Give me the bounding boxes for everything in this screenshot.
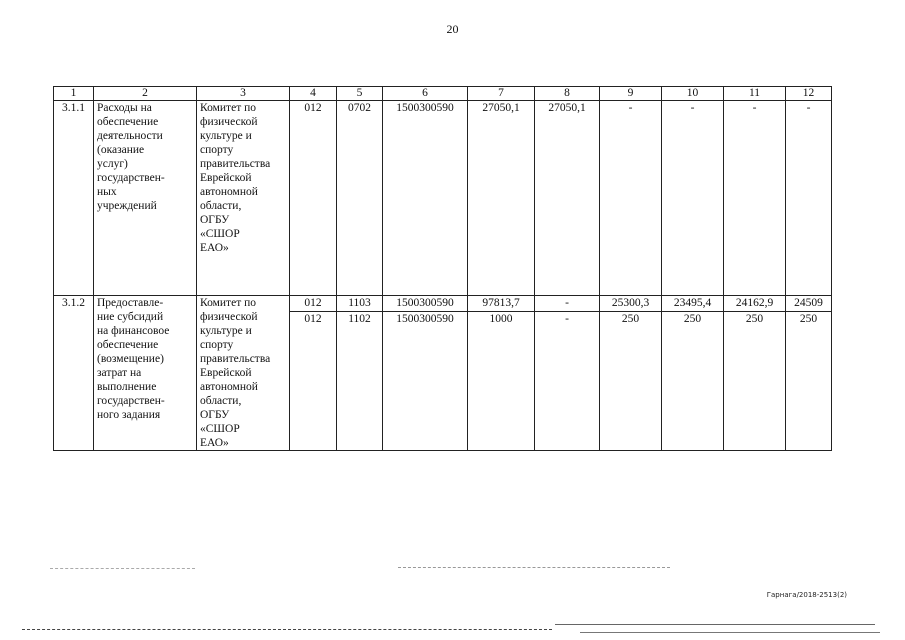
target-code: 1500300590 — [383, 101, 468, 296]
amount-year: - — [786, 101, 832, 296]
amount-year: - — [535, 312, 600, 451]
amount-year: 250 — [724, 312, 786, 451]
activity-name: Предоставле- ние субсидий на финансовое обеспечение (возмещение) затрат на выполнение государствен- ного задания — [94, 296, 197, 451]
header-cell: 8 — [535, 87, 600, 101]
scan-artifact — [22, 629, 552, 630]
amount-year: 25300,3 — [600, 296, 662, 312]
header-cell: 11 — [724, 87, 786, 101]
executor: Комитет по физической культуре и спорту правительства Еврейской автономной области, ОГБУ «СШОР ЕАО» — [197, 296, 290, 451]
amount-year: 250 — [662, 312, 724, 451]
target-code: 1500300590 — [383, 312, 468, 451]
scan-artifact — [580, 632, 880, 633]
amount-year: 24509 — [786, 296, 832, 312]
amount-year: 24162,9 — [724, 296, 786, 312]
amount-total: 1000 — [468, 312, 535, 451]
header-cell: 5 — [337, 87, 383, 101]
header-cell: 4 — [290, 87, 337, 101]
amount-year: - — [662, 101, 724, 296]
document-code: Гарнага/2018-2513(2) — [766, 591, 847, 599]
section-code: 0702 — [337, 101, 383, 296]
scan-artifact — [50, 568, 195, 569]
amount-year: 250 — [600, 312, 662, 451]
scan-artifact — [398, 567, 670, 568]
row-number: 3.1.2 — [54, 296, 94, 451]
page-number: 20 — [446, 22, 459, 36]
table-row — [54, 296, 832, 312]
scan-artifact — [555, 624, 875, 625]
amount-total: 27050,1 — [468, 101, 535, 296]
header-cell: 2 — [94, 87, 197, 101]
table-row — [54, 101, 832, 296]
header-cell: 12 — [786, 87, 832, 101]
target-code: 1500300590 — [383, 296, 468, 312]
amount-year: - — [535, 296, 600, 312]
header-cell: 6 — [383, 87, 468, 101]
header-cell: 1 — [54, 87, 94, 101]
executor: Комитет по физической культуре и спорту правительства Еврейской автономной области, ОГБУ «СШОР ЕАО» — [197, 101, 290, 296]
amount-year: - — [600, 101, 662, 296]
activity-name: Расходы на обеспечение деятельности (оказание услуг) государствен- ных учреждений — [94, 101, 197, 296]
amount-total: 97813,7 — [468, 296, 535, 312]
amount-year: - — [724, 101, 786, 296]
grbs-code: 012 — [290, 296, 337, 312]
section-code: 1103 — [337, 296, 383, 312]
header-cell: 10 — [662, 87, 724, 101]
amount-year: 23495,4 — [662, 296, 724, 312]
section-code: 1102 — [337, 312, 383, 451]
header-cell: 3 — [197, 87, 290, 101]
budget-table — [53, 86, 832, 451]
grbs-code: 012 — [290, 312, 337, 451]
header-cell: 7 — [468, 87, 535, 101]
row-number: 3.1.1 — [54, 101, 94, 296]
header-cell: 9 — [600, 87, 662, 101]
amount-year: 250 — [786, 312, 832, 451]
amount-year: 27050,1 — [535, 101, 600, 296]
header-row — [54, 87, 832, 101]
grbs-code: 012 — [290, 101, 337, 296]
